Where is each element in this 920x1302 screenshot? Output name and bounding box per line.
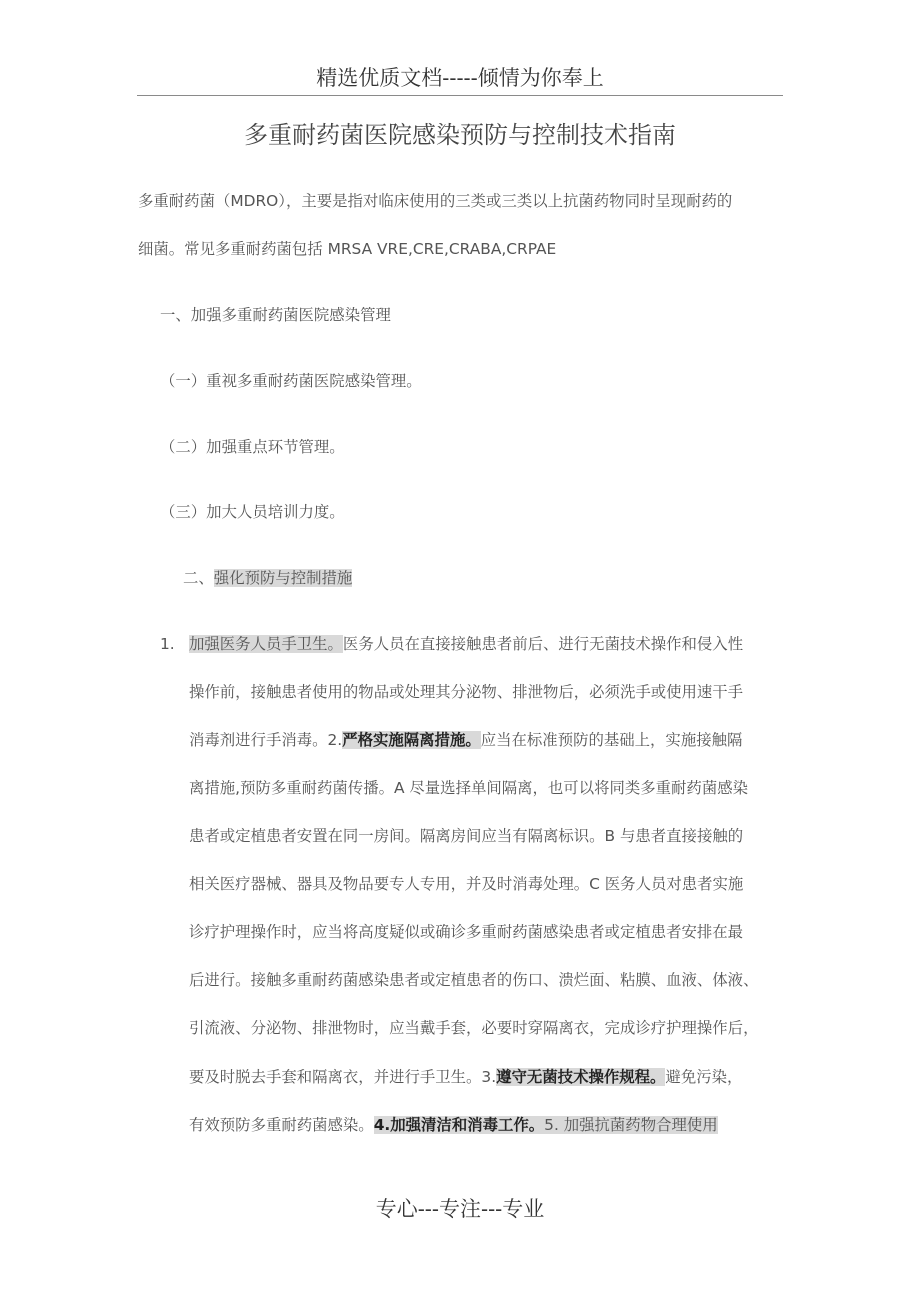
list-line-6: 相关医疗器械、器具及物品要专人专用，并及时消毒处理。C 医务人员对患者实施 <box>189 875 744 893</box>
list-line-1-text: 医务人员在直接接触患者前后、进行无菌技术操作和侵入性 <box>342 635 744 653</box>
cleaning-heading: 4.加强清洁和消毒工作。 <box>373 1116 545 1134</box>
list-line-3-text-b: 应当在标准预防的基础上，实施接触隔 <box>480 731 743 749</box>
list-line-5: 患者或定植患者安置在同一房间。隔离房间应当有隔离标识。B 与患者直接接触的 <box>189 827 744 845</box>
antibiotic-heading: 5. 加强抗菌药物合理使用 <box>544 1116 718 1134</box>
section-2-heading-row <box>183 566 352 590</box>
list-line-8: 后进行。接触多重耐药菌感染患者或定植患者的伤口、溃烂面、粘膜、血液、体液、 <box>189 971 759 989</box>
list-line-10-text-b: 避免污染， <box>665 1068 743 1086</box>
list-number-1: 1. <box>160 635 175 653</box>
section-1-item-3: （三）加大人员培训力度。 <box>160 503 345 521</box>
list-line-3 <box>189 728 742 752</box>
page-footer: 专心---专注---专业 <box>375 1197 545 1221</box>
section-2-prefix: 二、 <box>183 569 214 587</box>
list-line-1 <box>189 632 743 656</box>
section-1-item-2: （二）加强重点环节管理。 <box>160 438 345 456</box>
handwash-heading: 加强医务人员手卫生。 <box>189 635 343 653</box>
list-line-10 <box>189 1065 742 1089</box>
list-line-2: 操作前，接触患者使用的物品或处理其分泌物、排泄物后，必须洗手或使用速干手 <box>189 683 744 701</box>
section-1-item-1: （一）重视多重耐药菌医院感染管理。 <box>160 372 422 390</box>
list-line-11 <box>189 1113 718 1137</box>
section-2-heading: 强化预防与控制措施 <box>213 569 353 587</box>
list-line-10-text-a: 要及时脱去手套和隔离衣，并进行手卫生。3. <box>189 1068 497 1086</box>
aseptic-heading: 遵守无菌技术操作规程。 <box>496 1068 666 1086</box>
list-line-9: 引流液、分泌物、排泄物时，应当戴手套，必要时穿隔离衣，完成诊疗护理操作后， <box>189 1019 759 1037</box>
list-line-3-text-a: 消毒剂进行手消毒。2. <box>189 731 343 749</box>
intro-line-1: 多重耐药菌（MDRO），主要是指对临床使用的三类或三类以上抗菌药物同时呈现耐药的 <box>138 192 733 210</box>
header-text: 精选优质文档-----倾情为你奉上 <box>316 66 604 90</box>
list-line-4: 离措施,预防多重耐药菌传播。A 尽量选择单间隔离，也可以将同类多重耐药菌感染 <box>189 779 748 797</box>
list-line-11-text: 有效预防多重耐药菌感染。 <box>189 1116 374 1134</box>
section-1-heading: 一、加强多重耐药菌医院感染管理 <box>160 306 391 324</box>
intro-line-2: 细菌。常见多重耐药菌包括 MRSA VRE,CRE,CRABA,CRPAE <box>138 240 557 258</box>
list-line-7: 诊疗护理操作时，应当将高度疑似或确诊多重耐药菌感染患者或定植患者安排在最 <box>189 923 744 941</box>
page-header <box>137 62 783 96</box>
document-title: 多重耐药菌医院感染预防与控制技术指南 <box>244 121 676 149</box>
isolation-heading: 严格实施隔离措施。 <box>342 731 481 749</box>
